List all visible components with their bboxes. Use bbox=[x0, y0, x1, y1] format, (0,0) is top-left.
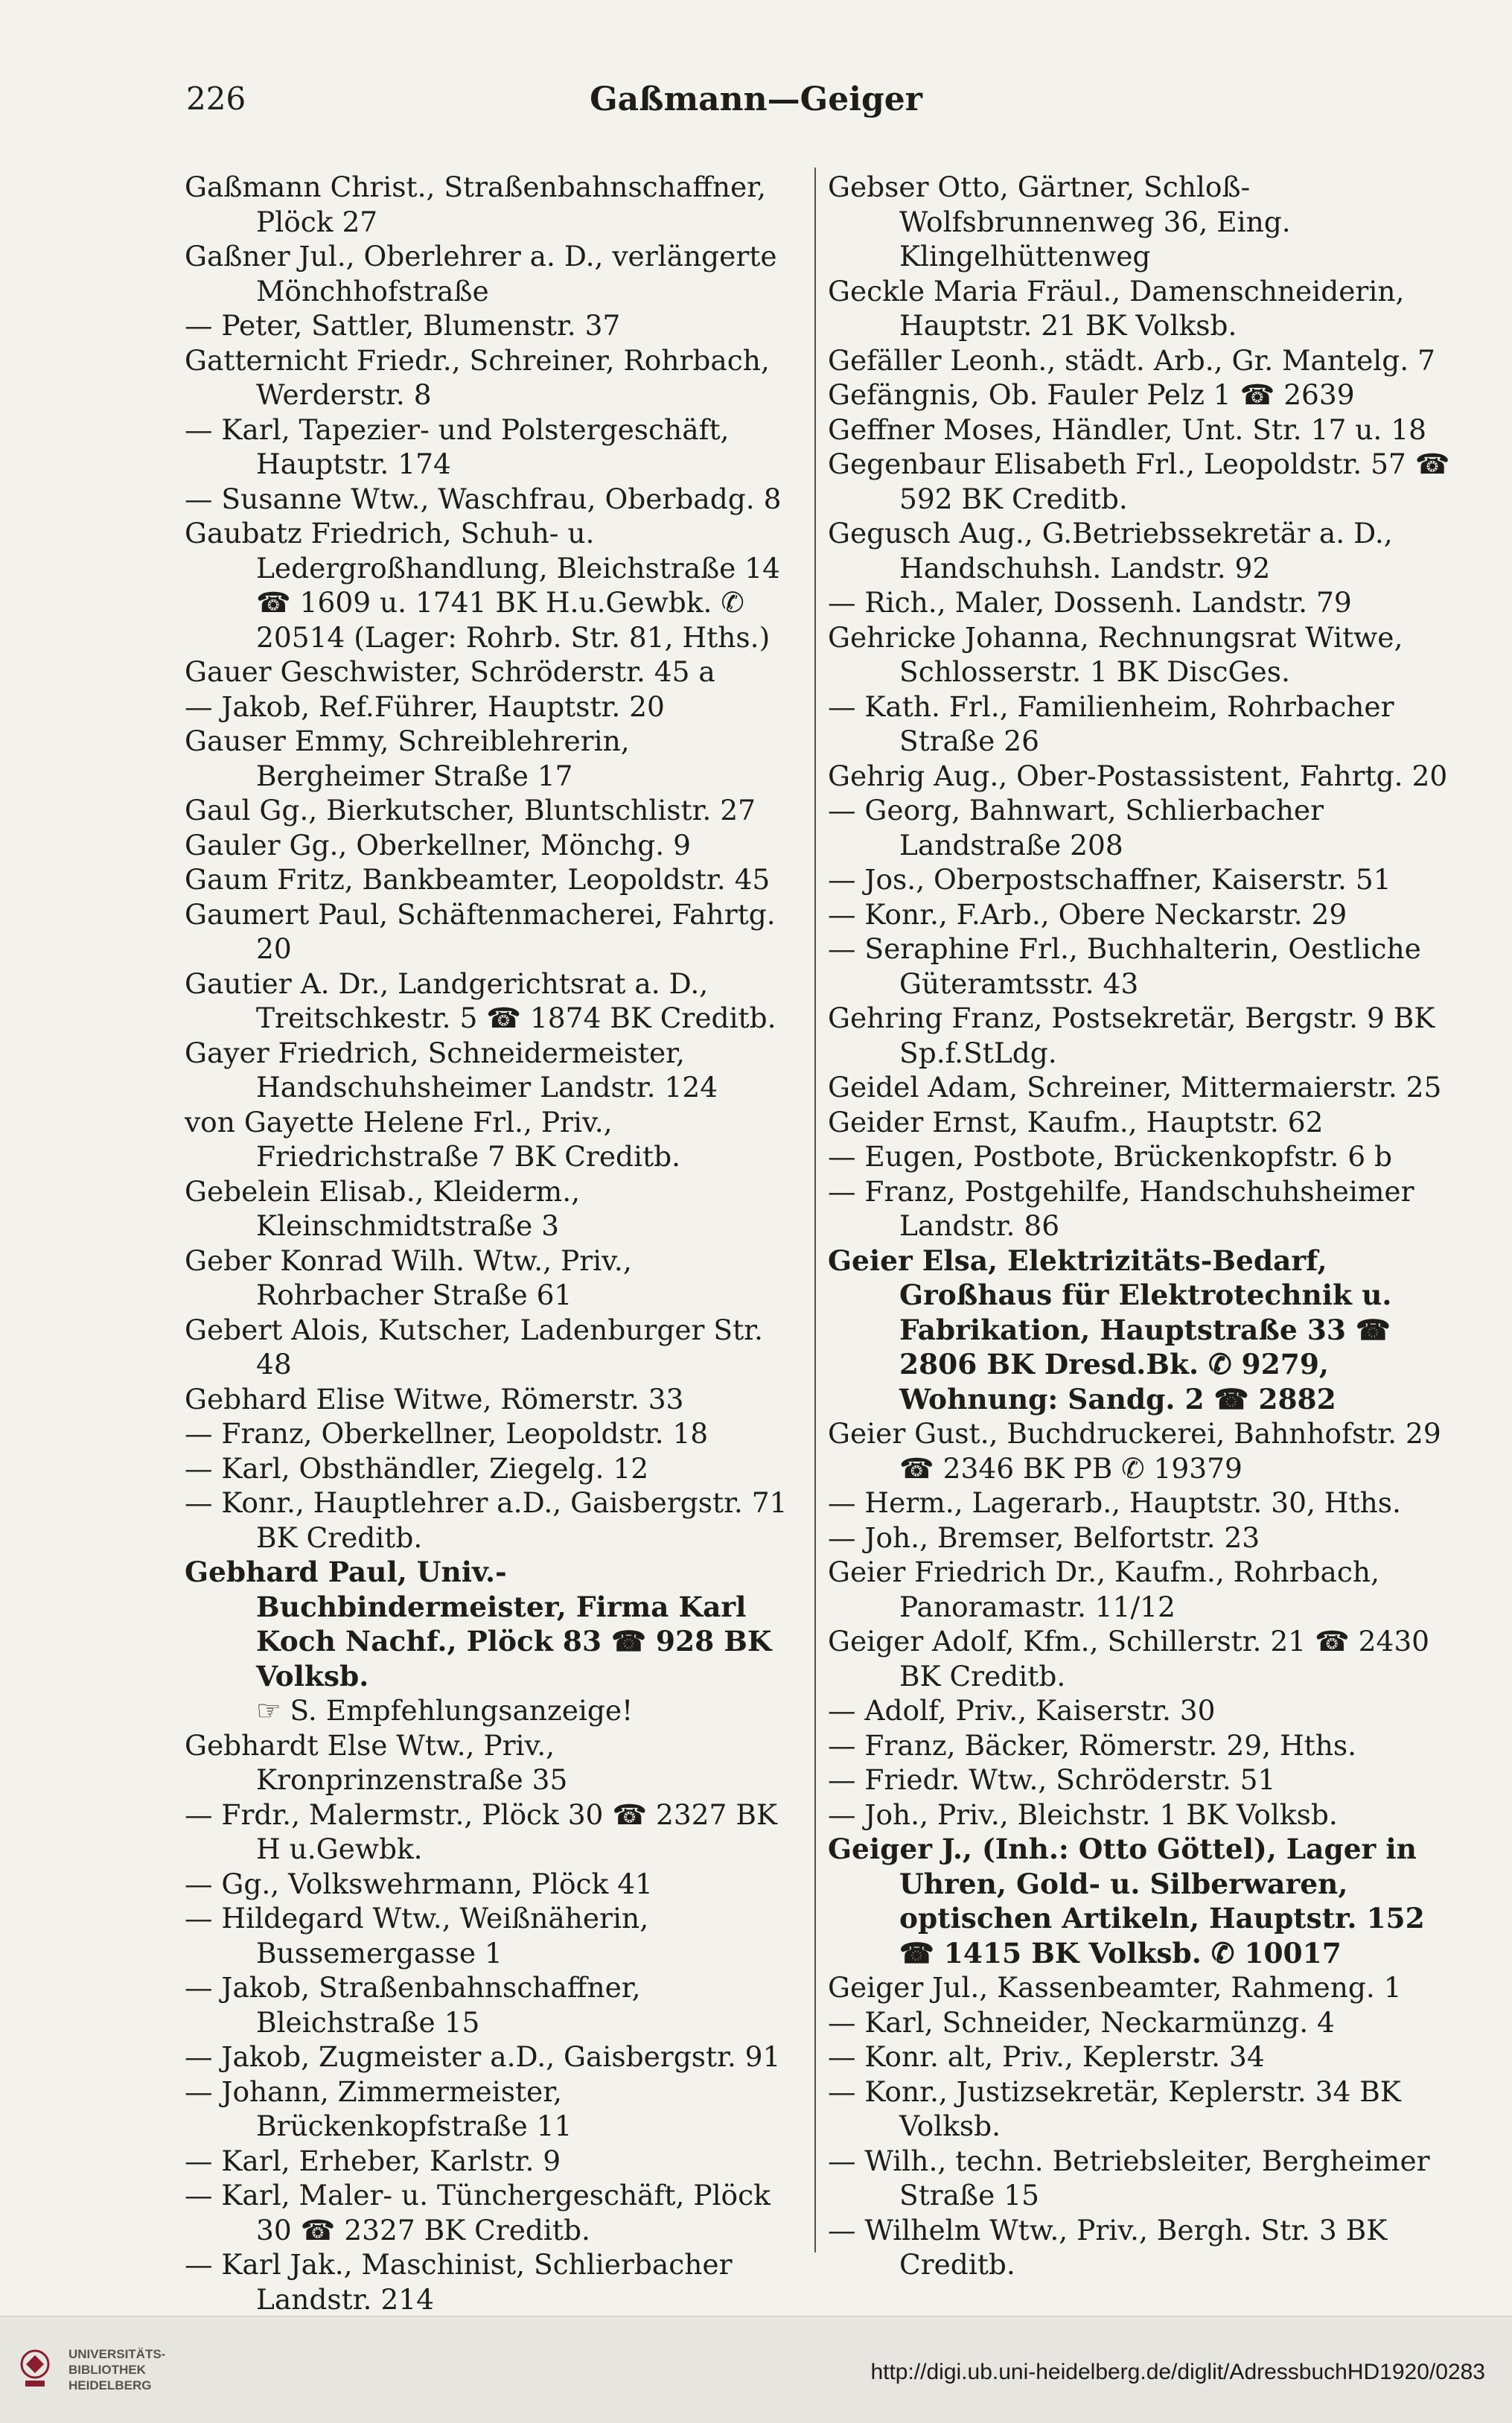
directory-entry: — Karl, Tapezier- und Polstergeschäft, Hauptstr. 174 bbox=[185, 413, 730, 480]
directory-entry: Geffner Moses, Händler, Unt. Str. 17 u. 18 bbox=[828, 413, 1426, 446]
directory-entry: Gaul Gg., Bierkutscher, Bluntschlistr. 27 bbox=[185, 794, 756, 827]
directory-entry: Geiger Adolf, Kfm., Schillerstr. 21 ☎ 2430 BK Creditb. bbox=[828, 1625, 1430, 1693]
university-seal-icon bbox=[16, 2348, 54, 2392]
institution-line: BIBLIOTHEK bbox=[68, 2363, 146, 2377]
directory-entry: — Frdr., Malermstr., Plöck 30 ☎ 2327 BK H u.Gewbk. bbox=[185, 1798, 777, 1865]
directory-entry: Geier Friedrich Dr., Kaufm., Rohrbach, Panoramastr. 11/12 bbox=[828, 1556, 1379, 1623]
directory-entry: ☞ S. Empfehlungsanzeige! bbox=[256, 1694, 634, 1727]
directory-entry: Gebhardt Else Wtw., Priv., Kronprinzenstraße 35 bbox=[185, 1728, 568, 1796]
directory-entry: — Franz, Postgehilfe, Handschuhsheimer Landstr. 86 bbox=[828, 1174, 1414, 1242]
directory-entry: Geckle Maria Fräul., Damenschneiderin, Hauptstr. 21 BK Volksb. bbox=[828, 274, 1405, 342]
institution-line: HEIDELBERG bbox=[68, 2378, 152, 2392]
directory-entry: Geber Konrad Wilh. Wtw., Priv., Rohrbacher Straße 61 bbox=[185, 1244, 632, 1311]
directory-entry: Gatternicht Friedr., Schreiner, Rohrbach, Werderstr. 8 bbox=[185, 343, 770, 411]
directory-entry: — Karl, Obsthändler, Ziegelg. 12 bbox=[185, 1451, 649, 1485]
directory-entry: — Adolf, Priv., Kaiserstr. 30 bbox=[828, 1694, 1216, 1727]
directory-entry: — Georg, Bahnwart, Schlierbacher Landstraße 208 bbox=[828, 794, 1324, 862]
directory-entry: Gebhard Elise Witwe, Römerstr. 33 bbox=[185, 1382, 684, 1416]
directory-entry: — Karl Jak., Maschinist, Schlierbacher Landstr. 214 bbox=[185, 2248, 733, 2316]
directory-entry: — Franz, Bäcker, Römerstr. 29, Hths. bbox=[828, 1728, 1357, 1762]
directory-entry: von Gayette Helene Frl., Priv., Friedrichstraße 7 BK Creditb. bbox=[185, 1105, 681, 1173]
directory-entry: Gebhard Paul, Univ.-Buchbindermeister, Firma Karl Koch Nachf., Plöck 83 ☎ 928 BK Volksb. bbox=[185, 1556, 772, 1693]
directory-entry: Gaum Fritz, Bankbeamter, Leopoldstr. 45 bbox=[185, 863, 771, 896]
viewer-footer bbox=[0, 2316, 1512, 2423]
directory-entry: Gebser Otto, Gärtner, Schloß-Wolfsbrunnenweg 36, Eing. Klingelhüttenweg bbox=[828, 171, 1291, 273]
directory-entry: — Hildegard Wtw., Weißnäherin, Bussemergasse 1 bbox=[185, 1902, 649, 1970]
source-url[interactable]: http://digi.ub.uni-heidelberg.de/diglit/AdressbuchHD1920/0283 bbox=[870, 2360, 1485, 2384]
directory-entry: Gebelein Elisab., Kleiderm., Kleinschmidtstraße 3 bbox=[185, 1174, 581, 1242]
directory-entry: — Wilh., techn. Betriebsleiter, Bergheimer Straße 15 bbox=[828, 2144, 1430, 2212]
directory-entry: — Konr., Hauptlehrer a.D., Gaisbergstr. 71 BK Creditb. bbox=[185, 1486, 788, 1554]
directory-entry: — Jakob, Ref.Führer, Hauptstr. 20 bbox=[185, 690, 665, 723]
directory-entry: Gauser Emmy, Schreiblehrerin, Bergheimer Straße 17 bbox=[185, 725, 630, 792]
directory-entry: — Joh., Bremser, Belfortstr. 23 bbox=[828, 1521, 1260, 1554]
directory-entry: Gayer Friedrich, Schneidermeister, Handschuhsheimer Landstr. 124 bbox=[185, 1036, 718, 1104]
institution-name bbox=[68, 2346, 165, 2393]
directory-entry: Gauler Gg., Oberkellner, Mönchg. 9 bbox=[185, 828, 691, 862]
directory-entry: — Rich., Maler, Dossenh. Landstr. 79 bbox=[828, 586, 1352, 619]
directory-entry: — Konr., F.Arb., Obere Neckarstr. 29 bbox=[828, 897, 1347, 931]
directory-entry: Gehrig Aug., Ober-Postassistent, Fahrtg. 20 bbox=[828, 759, 1448, 792]
directory-entry: — Peter, Sattler, Blumenstr. 37 bbox=[185, 309, 621, 342]
directory-entry: — Susanne Wtw., Waschfrau, Oberbadg. 8 bbox=[185, 482, 782, 515]
directory-entry: — Johann, Zimmermeister, Brückenkopfstraße 11 bbox=[185, 2075, 572, 2142]
directory-entry: — Jakob, Zugmeister a.D., Gaisbergstr. 91 bbox=[185, 2040, 781, 2073]
institution-line: UNIVERSITÄTS- bbox=[68, 2347, 166, 2361]
directory-entry: Geier Elsa, Elektrizitäts-Bedarf, Großhaus für Elektrotechnik u. Fabrikation, Hauptstraße 33 ☎ 2806 BK Dresd.Bk. ✆ 9279, Wohnung: Sandg. 2 ☎ 2882 bbox=[828, 1244, 1392, 1416]
right-column bbox=[828, 170, 1453, 2282]
directory-entry: Gauer Geschwister, Schröderstr. 45 a bbox=[185, 655, 715, 688]
directory-entry: — Jos., Oberpostschaffner, Kaiserstr. 51 bbox=[828, 863, 1391, 896]
directory-entry: — Seraphine Frl., Buchhalterin, Oestliche Güteramtsstr. 43 bbox=[828, 932, 1421, 1000]
directory-entry: Gehring Franz, Postsekretär, Bergstr. 9 BK Sp.f.StLdg. bbox=[828, 1002, 1435, 1069]
directory-entry: — Joh., Priv., Bleichstr. 1 BK Volksb. bbox=[828, 1798, 1338, 1831]
directory-entry: Gaumert Paul, Schäftenmacherei, Fahrtg. 20 bbox=[185, 897, 776, 965]
directory-entry: — Konr., Justizsekretär, Keplerstr. 34 BK Volksb. bbox=[828, 2075, 1401, 2142]
page-number: 226 bbox=[186, 80, 246, 117]
directory-entry: — Franz, Oberkellner, Leopoldstr. 18 bbox=[185, 1417, 709, 1450]
directory-entry: Gefäller Leonh., städt. Arb., Gr. Mantelg. 7 bbox=[828, 343, 1435, 377]
directory-entry: Geier Gust., Buchdruckerei, Bahnhofstr. 29 ☎ 2346 BK PB ✆ 19379 bbox=[828, 1417, 1441, 1485]
directory-entry: Gehricke Johanna, Rechnungsrat Witwe, Schlosserstr. 1 BK DiscGes. bbox=[828, 620, 1403, 688]
directory-entry: Gaubatz Friedrich, Schuh- u. Ledergroßhandlung, Bleichstraße 14 ☎ 1609 u. 1741 BK H.u.Gewbk. ✆ 20514 (Lager: Rohrb. Str. 81, Hths.) bbox=[185, 517, 780, 654]
directory-entry: Geider Ernst, Kaufm., Hauptstr. 62 bbox=[828, 1105, 1324, 1139]
left-column bbox=[185, 170, 803, 2352]
directory-entry: Gegusch Aug., G.Betriebssekretär a. D., Handschuhsh. Landstr. 92 bbox=[828, 517, 1393, 585]
directory-entry: — Konr. alt, Priv., Keplerstr. 34 bbox=[828, 2040, 1265, 2073]
directory-entry: — Karl, Erheber, Karlstr. 9 bbox=[185, 2144, 561, 2177]
directory-entry: Gegenbaur Elisabeth Frl., Leopoldstr. 57 ☎ 592 BK Creditb. bbox=[828, 448, 1450, 515]
directory-entry: — Eugen, Postbote, Brückenkopfstr. 6 b bbox=[828, 1140, 1393, 1173]
directory-entry: — Kath. Frl., Familienheim, Rohrbacher Straße 26 bbox=[828, 690, 1394, 757]
directory-entry: Geiger J., (Inh.: Otto Göttel), Lager in Uhren, Gold- u. Silberwaren, optischen Artikeln, Hauptstr. 152 ☎ 1415 BK Volksb. ✆ 10017 bbox=[828, 1833, 1425, 1970]
directory-entry: — Friedr. Wtw., Schröderstr. 51 bbox=[828, 1763, 1276, 1796]
directory-entry: — Jakob, Straßenbahnschaffner, Bleichstraße 15 bbox=[185, 1971, 641, 2039]
directory-entry: Geidel Adam, Schreiner, Mittermaierstr. 25 bbox=[828, 1071, 1442, 1104]
directory-entry: — Gg., Volkswehrmann, Plöck 41 bbox=[185, 1867, 653, 1900]
directory-entry: Gefängnis, Ob. Fauler Pelz 1 ☎ 2639 bbox=[828, 378, 1355, 411]
directory-entry: — Karl, Maler- u. Tünchergeschäft, Plöck 30 ☎ 2327 BK Creditb. bbox=[185, 2179, 771, 2247]
directory-entry: — Herm., Lagerarb., Hauptstr. 30, Hths. bbox=[828, 1486, 1401, 1519]
running-title: Gaßmann—Geiger bbox=[590, 80, 922, 118]
directory-entry: — Wilhelm Wtw., Priv., Bergh. Str. 3 BK Creditb. bbox=[828, 2213, 1388, 2281]
directory-entry: Gaßmann Christ., Straßenbahnschaffner, Plöck 27 bbox=[185, 171, 766, 238]
directory-entry: Gebert Alois, Kutscher, Ladenburger Str. 48 bbox=[185, 1313, 763, 1381]
column-divider bbox=[814, 168, 816, 2252]
directory-entry: Gautier A. Dr., Landgerichtsrat a. D., Treitschkestr. 5 ☎ 1874 BK Creditb. bbox=[185, 967, 776, 1034]
page-header bbox=[186, 80, 1326, 133]
directory-entry: Geiger Jul., Kassenbeamter, Rahmeng. 1 bbox=[828, 1971, 1402, 2004]
directory-entry: — Karl, Schneider, Neckarmünzg. 4 bbox=[828, 2005, 1335, 2039]
directory-entry: Gaßner Jul., Oberlehrer a. D., verlängerte Mönchhofstraße bbox=[185, 240, 777, 308]
